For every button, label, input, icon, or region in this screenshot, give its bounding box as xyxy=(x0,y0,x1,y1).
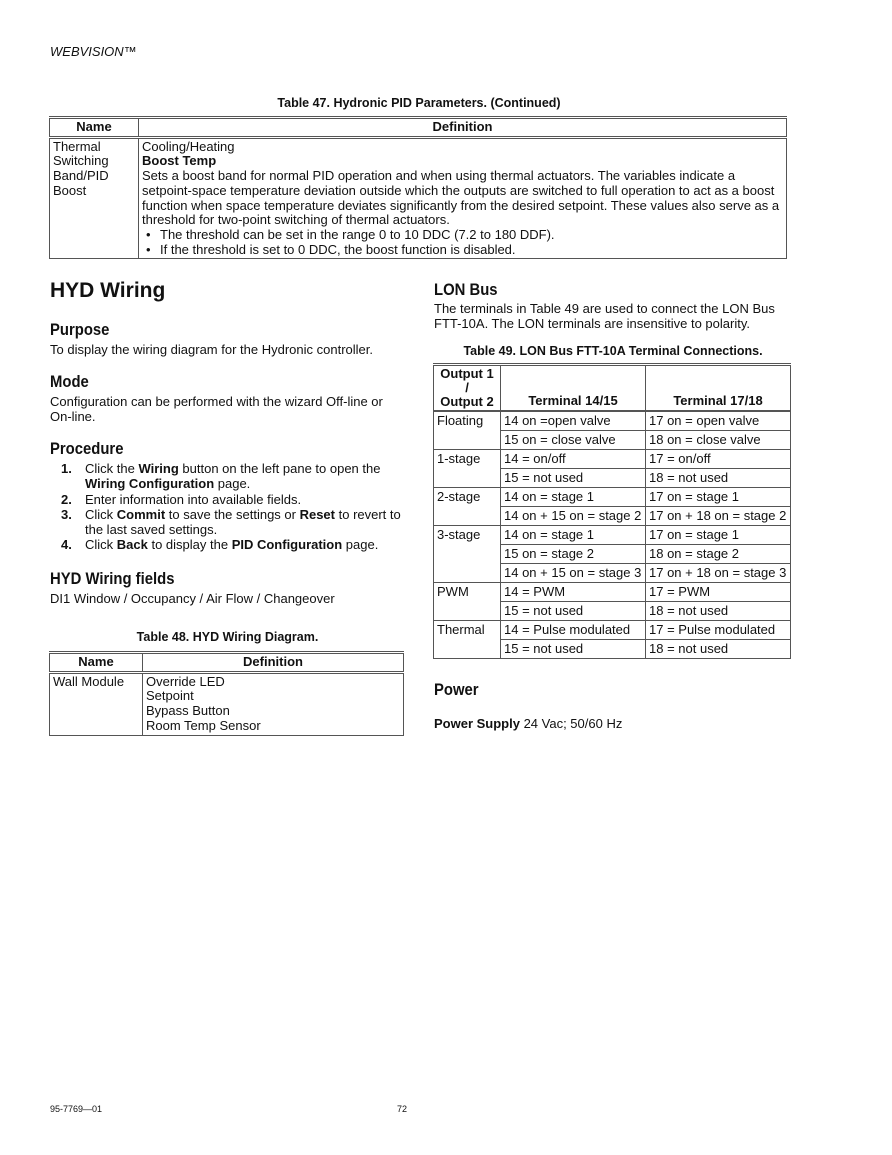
output-type-cell: PWM xyxy=(434,583,501,621)
table47 xyxy=(49,116,787,259)
procedure-step: 3. Click Commit to save the settings or Reset to revert to the last saved settings. xyxy=(61,506,401,538)
name-line: Thermal xyxy=(53,138,101,154)
procedure-step: 1. Click the Wiring button on the left pane to open the Wiring Configuration page. xyxy=(61,461,381,492)
name-line: Band/PID xyxy=(53,168,109,184)
table49-col-output: Output 1 / Output 2 xyxy=(434,365,501,412)
doc-number: 95-7769—01 xyxy=(50,1104,103,1114)
table47-col-definition: Definition xyxy=(139,118,787,138)
power-label: Power Supply xyxy=(434,716,520,731)
mode-text: Configuration can be performed with the wizard Off-line or On-line. xyxy=(50,394,383,425)
terminal-14-15-cell: 14 = on/off xyxy=(501,450,646,469)
table47-col-name: Name xyxy=(50,118,139,138)
terminal-14-15-cell: 14 on =open valve xyxy=(501,411,646,431)
table48-col-definition: Definition xyxy=(143,653,404,673)
table48 xyxy=(49,651,404,736)
table48-caption: Table 48. HYD Wiring Diagram. xyxy=(136,630,319,644)
definition-paragraph: Sets a boost band for normal PID operation and when using thermal actuators. The variables indicate a setpoint-space temperature deviation outside which the outputs are switched to full operation to act as a boost function when space temperature deviates significantly from the desired setpoint. These values also serve as a threshold for two-point switching of thermal actuators. xyxy=(142,168,780,228)
table48-definition-cell xyxy=(143,672,404,735)
fields-heading: HYD Wiring fields xyxy=(50,570,175,588)
name-line: Boost xyxy=(53,182,87,198)
bullet-item: • The threshold can be set in the range 0 to 10 DDC (7.2 to 180 DDF). xyxy=(160,228,783,243)
page-number: 72 xyxy=(397,1104,408,1114)
terminal-14-15-cell: 15 = not used xyxy=(501,469,646,488)
running-header: WEBVISION™ xyxy=(50,44,137,59)
terminal-17-18-cell: 18 on = stage 2 xyxy=(646,545,791,564)
terminal-14-15-cell: 14 on = stage 1 xyxy=(501,488,646,507)
bullet-item: • If the threshold is set to 0 DDC, the boost function is disabled. xyxy=(160,243,783,258)
terminal-14-15-cell: 15 = not used xyxy=(501,602,646,621)
terminal-17-18-cell: 17 on = stage 1 xyxy=(646,488,791,507)
section-title: HYD Wiring xyxy=(50,279,166,302)
power-value: 24 Vac; 50/60 Hz xyxy=(519,716,623,731)
name-line: Switching xyxy=(53,153,109,169)
lon-bus-heading: LON Bus xyxy=(434,281,498,299)
table-row xyxy=(50,137,787,259)
table48-name-cell: Wall Module xyxy=(50,672,143,735)
terminal-17-18-cell: 18 = not used xyxy=(646,469,791,488)
terminal-17-18-cell: 17 = Pulse modulated xyxy=(646,621,791,640)
definition-subheading: Boost Temp xyxy=(142,153,217,169)
terminal-17-18-cell: 17 = PWM xyxy=(646,583,791,602)
table-row xyxy=(434,583,791,602)
table-row xyxy=(434,488,791,507)
table47-definition-cell xyxy=(139,137,787,259)
mode-heading: Mode xyxy=(50,373,89,391)
terminal-14-15-cell: 15 = not used xyxy=(501,640,646,659)
table-row xyxy=(434,450,791,469)
terminal-17-18-cell: 17 = on/off xyxy=(646,450,791,469)
table-row xyxy=(434,411,791,431)
terminal-17-18-cell: 17 on = open valve xyxy=(646,411,791,431)
terminal-17-18-cell: 17 on = stage 1 xyxy=(646,526,791,545)
definition-line: Cooling/Heating xyxy=(142,138,235,154)
power-line xyxy=(434,716,794,731)
terminal-14-15-cell: 14 = Pulse modulated xyxy=(501,621,646,640)
terminal-14-15-cell: 14 = PWM xyxy=(501,583,646,602)
definition-line: Override LED xyxy=(146,673,225,689)
terminal-17-18-cell: 17 on + 18 on = stage 2 xyxy=(646,507,791,526)
procedure-step: 4. Click Back to display the PID Configuration page. xyxy=(61,537,379,553)
table-row xyxy=(434,621,791,640)
purpose-text: To display the wiring diagram for the Hydronic controller. xyxy=(50,342,373,357)
terminal-14-15-cell: 14 on + 15 on = stage 3 xyxy=(501,564,646,583)
power-heading: Power xyxy=(434,681,479,699)
terminal-14-15-cell: 14 on = stage 1 xyxy=(501,526,646,545)
table47-name-cell xyxy=(50,137,139,259)
procedure-heading: Procedure xyxy=(50,440,124,458)
output-type-cell: 3-stage xyxy=(434,526,501,583)
table49-col-terminal-14-15: Terminal 14/15 xyxy=(501,365,646,412)
terminal-14-15-cell: 15 on = stage 2 xyxy=(501,545,646,564)
table49-col-terminal-17-18: Terminal 17/18 xyxy=(646,365,791,412)
purpose-heading: Purpose xyxy=(50,321,110,339)
definition-bullets xyxy=(142,228,783,257)
table-row xyxy=(50,672,404,735)
fields-text: DI1 Window / Occupancy / Air Flow / Changeover xyxy=(50,591,335,606)
terminal-17-18-cell: 18 = not used xyxy=(646,602,791,621)
table47-caption: Table 47. Hydronic PID Parameters. (Continued) xyxy=(277,96,561,110)
output-type-cell: 2-stage xyxy=(434,488,501,526)
definition-line: Bypass Button xyxy=(146,703,230,719)
terminal-17-18-cell: 18 on = close valve xyxy=(646,431,791,450)
table-row xyxy=(434,526,791,545)
table49 xyxy=(433,363,791,659)
output-type-cell: Thermal xyxy=(434,621,501,659)
terminal-17-18-cell: 17 on + 18 on = stage 3 xyxy=(646,564,791,583)
output-type-cell: Floating xyxy=(434,411,501,450)
table49-body xyxy=(434,411,791,659)
procedure-step: 2. Enter information into available fields. xyxy=(61,491,302,507)
terminal-17-18-cell: 18 = not used xyxy=(646,640,791,659)
terminal-14-15-cell: 14 on + 15 on = stage 2 xyxy=(501,507,646,526)
definition-line: Setpoint xyxy=(146,688,194,704)
terminal-14-15-cell: 15 on = close valve xyxy=(501,431,646,450)
definition-line: Room Temp Sensor xyxy=(146,717,261,733)
lon-bus-text: The terminals in Table 49 are used to connect the LON Bus FTT-10A. The LON terminals are insensitive to polarity. xyxy=(434,301,775,332)
table48-col-name: Name xyxy=(50,653,143,673)
table49-caption: Table 49. LON Bus FTT-10A Terminal Connections. xyxy=(463,344,763,358)
output-type-cell: 1-stage xyxy=(434,450,501,488)
procedure-steps xyxy=(50,461,410,553)
